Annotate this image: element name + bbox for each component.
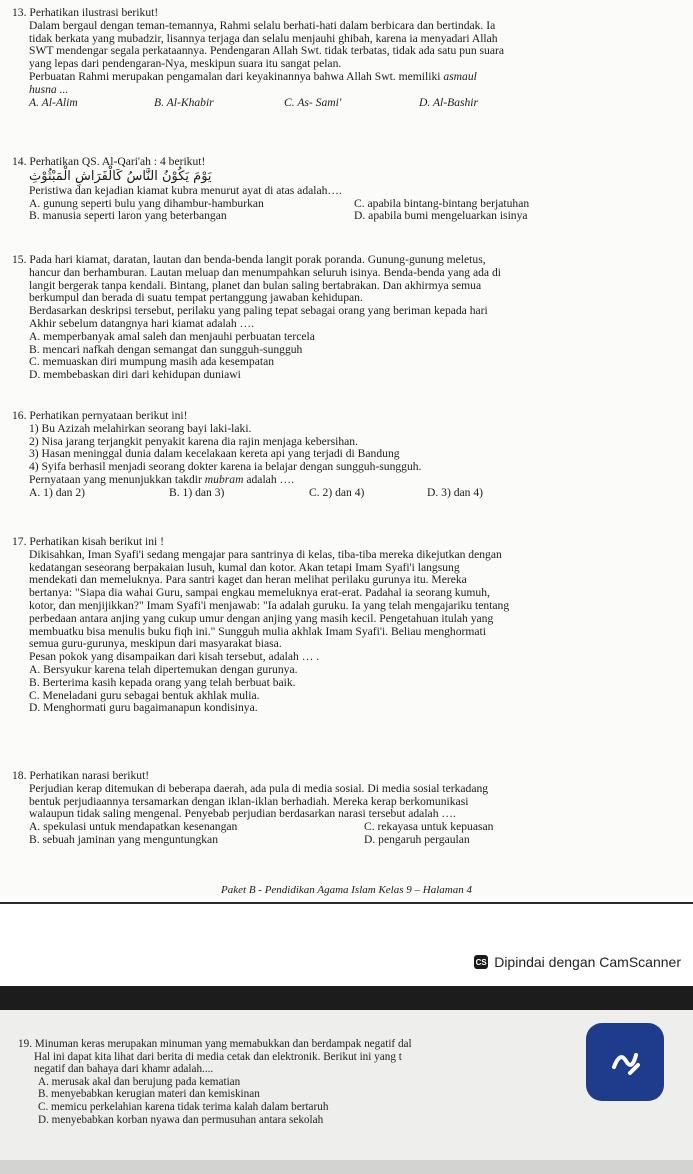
option-c: C. apabila bintang-bintang berjatuhan [354,196,530,210]
question-text: Pesan pokok yang disampaikan dari kisah tersebut, adalah … . [29,650,320,664]
question-number: 18. [12,769,27,782]
question-19 [18,1038,578,1126]
option-a: A. gunung seperti bulu yang dihambur-hamburkan [29,196,264,210]
option-b: B. mencari nafkah dengan semangat dan sungguh-sungguh [29,342,303,356]
statement-item: 3) Hasan meninggal dunia dalam kecelakaan kereta api yang terjadi di Bandung [29,447,400,461]
passage-line: Hal ini dapat kita lihat dari berita di media cetak dan elektronik. Berikut ini yang t [34,1050,402,1063]
question-number: 15. [12,253,27,266]
question-intro: Perhatikan pernyataan berikut ini! [29,409,188,422]
cut-off-line [0,1160,693,1174]
passage-line: Pada hari kiamat, daratan, lautan dan benda-benda langit porak poranda. Gunung-gunung meletus, [29,253,486,266]
passage-line: Berdasarkan deskripsi tersebut, perilaku yang paling tepat sebagai orang yang beriman kepada hari [29,304,488,318]
option-a: A. Al-Alim [29,95,78,109]
option-c: C. rekayasa untuk kepuasan [364,820,494,834]
option-a: A. spekulasi untuk mendapatkan kesenangan [29,820,238,834]
option-c: C. Meneladani guru sebagai bentuk akhlak mulia. [29,688,260,702]
passage-line: walaupun tidak saling mengenal. Penyebab perjudian berdasarkan narasi tersebut adalah …. [29,807,456,821]
arabic-verse: يَوْمَ يَكُوْنُ النَّاسُ كَالْفَرَاشِ الْمَبْثُوْثِ [29,168,212,184]
scanner-watermark [474,954,681,970]
statement-item: 2) Nisa jarang terjangkit penyakit karena dia rajin menjaga kebersihan. [29,434,359,448]
question-intro: Perhatikan QS. Al-Qari'ah : 4 berikut! [29,155,206,168]
question-intro: Perhatikan narasi berikut! [29,769,150,782]
option-b: B. Berterima kasih kepada orang yang telah berbuat baik. [29,675,296,689]
statement-item: 1) Bu Azizah melahirkan seorang bayi laki-laki. [29,421,252,435]
question-17 [12,536,683,715]
option-d: D. Al-Bashir [419,95,479,109]
question-18 [12,770,683,847]
passage-line: kotor, dan menjijikkan?" Imam Syafi'i menjawab: "Ia adalah guruku. Ia yang telah mengajariku tentang [29,598,510,612]
option-c: C. 2) dan 4) [309,485,365,499]
passage-line: mendekati dan memeluknya. Para santri kaget dan heran melihat perilaku gurunya itu. Mereka [29,573,467,587]
passage-line: kedatangan seseorang berpakaian lusuh, kumal dan kotor. Akan tetapi Imam Syafi'i langsung [29,560,460,574]
option-a: A. memperbanyak amal saleh dan menjauhi perbuatan tercela [29,329,315,343]
option-d: D. Menghormati guru bagaimanapun kondisinya. [29,701,258,715]
option-c: C. memuaskan diri mumpung masih ada kesempatan [29,355,275,369]
question-text: Peristiwa dan kejadian kiamat kubra menurut ayat di atas adalah…. [29,183,342,197]
passage-line: semua guru-gurunya, meskipun dari masyarakat biasa. [29,637,282,651]
option-a: A. 1) dan 2) [29,485,86,499]
option-a: A. Bersyukur karena telah dipertemukan dengan gurunya. [29,662,298,676]
passage-line: Dalam bergaul dengan teman-temannya, Rahmi selalu berhati-hati dalam berbicara dan bertindak. Ia [29,18,496,32]
passage-line: bertanya: "Siapa dia wahai Guru, sampai engkau memeluknya erat-erat. Padahal ia seorang kumuh, [29,586,490,600]
option-c: C. As- Sami' [284,95,342,109]
passage-line: membuatku bisa menulis buku fiqh ini." Sungguh mulia akhlak Imam Syafi'i. Beliau menghormati [29,624,486,638]
question-16 [12,410,683,500]
options-row [12,487,683,500]
pencil-slash-icon [606,1043,644,1081]
option-b: B. menyebabkan kerugian materi dan kemiskinan [38,1088,260,1101]
passage-line: Akhir sebelum datangnya hari kiamat adalah …. [29,316,255,330]
passage-line: tidak berkata yang mubadzir, lisannya terjaga dan selalu menjauhi ghibah, karena ia menyadari Allah [29,31,498,45]
scanner-watermark-area [0,904,693,986]
question-number: 13. [12,6,27,19]
passage-line: Dikisahkan, Iman Syafi'i sedang mengajar para santrinya di kelas, tiba-tiba mereka dikejutkan dengan [29,547,502,561]
passage-line: Perbuatan Rahmi merupakan pengamalan dari keyakinannya bahwa Allah Swt. memiliki asmaul [29,69,477,83]
edit-tool-button[interactable] [586,1023,664,1101]
passage-line: perbedaan antara anjing yang cukup umur dengan anjing yang masih kecil. Pengetahuan itulah yang [29,611,494,625]
option-a: A. merusak akal dan berujung pada kematian [38,1075,241,1088]
option-b: B. Al-Khabir [154,95,214,109]
passage-line: hancur dan berhamburan. Lautan meluap dan menumpahkan seluruh isinya. Benda-benda yang ada di [29,265,501,279]
option-d: D. 3) dan 4) [427,485,484,499]
question-13 [12,7,683,109]
passage-line: berkumpul dan berada di suatu tempat pertanggung jawaban kehidupan. [29,291,363,305]
option-b: B. 1) dan 3) [169,485,225,499]
question-15 [12,254,683,382]
passage-line: Minuman keras merupakan minuman yang memabukkan dan berdampak negatif dal [34,1038,412,1050]
option-d: D. apabila bumi mengeluarkan isinya [354,209,528,223]
question-number: 19. [18,1038,32,1050]
option-c: C. memicu perkelahian karena tidak terima kalah dalam bertaruh [38,1100,329,1113]
option-d: D. menyebabkan korban nyawa dan permusuhan antara sekolah [38,1113,324,1126]
question-14 [12,156,683,223]
passage-line: SWT mendengar segala perkataannya. Pendengaran Allah Swt. tidak terbatas, tidak ada satu pun suara [29,44,504,58]
options-row [12,210,683,223]
option-b: B. manusia seperti laron yang beterbangan [29,209,227,223]
statement-item: 4) Syifa berhasil menjadi seorang dokter karena ia belajar dengan sungguh-sungguh. [29,460,422,474]
question-text: Pernyataan yang menunjukkan takdir mubram adalah …. [29,472,295,486]
options-row [12,834,683,847]
option-d: D. membebaskan diri dari kehidupan duniawi [29,368,241,382]
option-b: B. sebuah jaminan yang menguntungkan [29,832,219,846]
question-intro: Perhatikan ilustrasi berikut! [29,6,159,19]
question-number: 16. [12,409,27,422]
page-gap [0,986,693,1010]
passage-line: Perjudian kerap ditemukan di beberapa daerah, ada pula di media sosial. Di media sosial terkadang [29,781,489,795]
passage-line: yang lepas dari pendengaran-Nya, meskipun suara itu sangat pelan. [29,57,342,71]
option-d: D. pengaruh pergaulan [364,832,470,846]
camscanner-logo-icon: CS [474,955,488,969]
question-number: 14. [12,155,27,168]
page-footer: Paket B - Pendidikan Agama Islam Kelas 9 – Halaman 4 [221,884,472,896]
scanner-label: Dipindai dengan CamScanner [494,954,681,970]
passage-line: langit bergerak tanpa kendali. Bintang, planet dan bulan saling bertabrakan. Dan akhirmya semua [29,278,482,292]
passage-line: bentuk perjudiaannya tersamarkan dengan iklan-iklan berhadiah. Mereka kerap berkomunikasi [29,794,469,808]
options-row [12,97,683,110]
passage-line: negatif dan bahaya dari khamr adalah.... [34,1063,214,1076]
question-number: 17. [12,535,27,548]
question-intro: Perhatikan kisah berikut ini ! [29,535,164,548]
passage-line: husna ... [29,82,69,96]
